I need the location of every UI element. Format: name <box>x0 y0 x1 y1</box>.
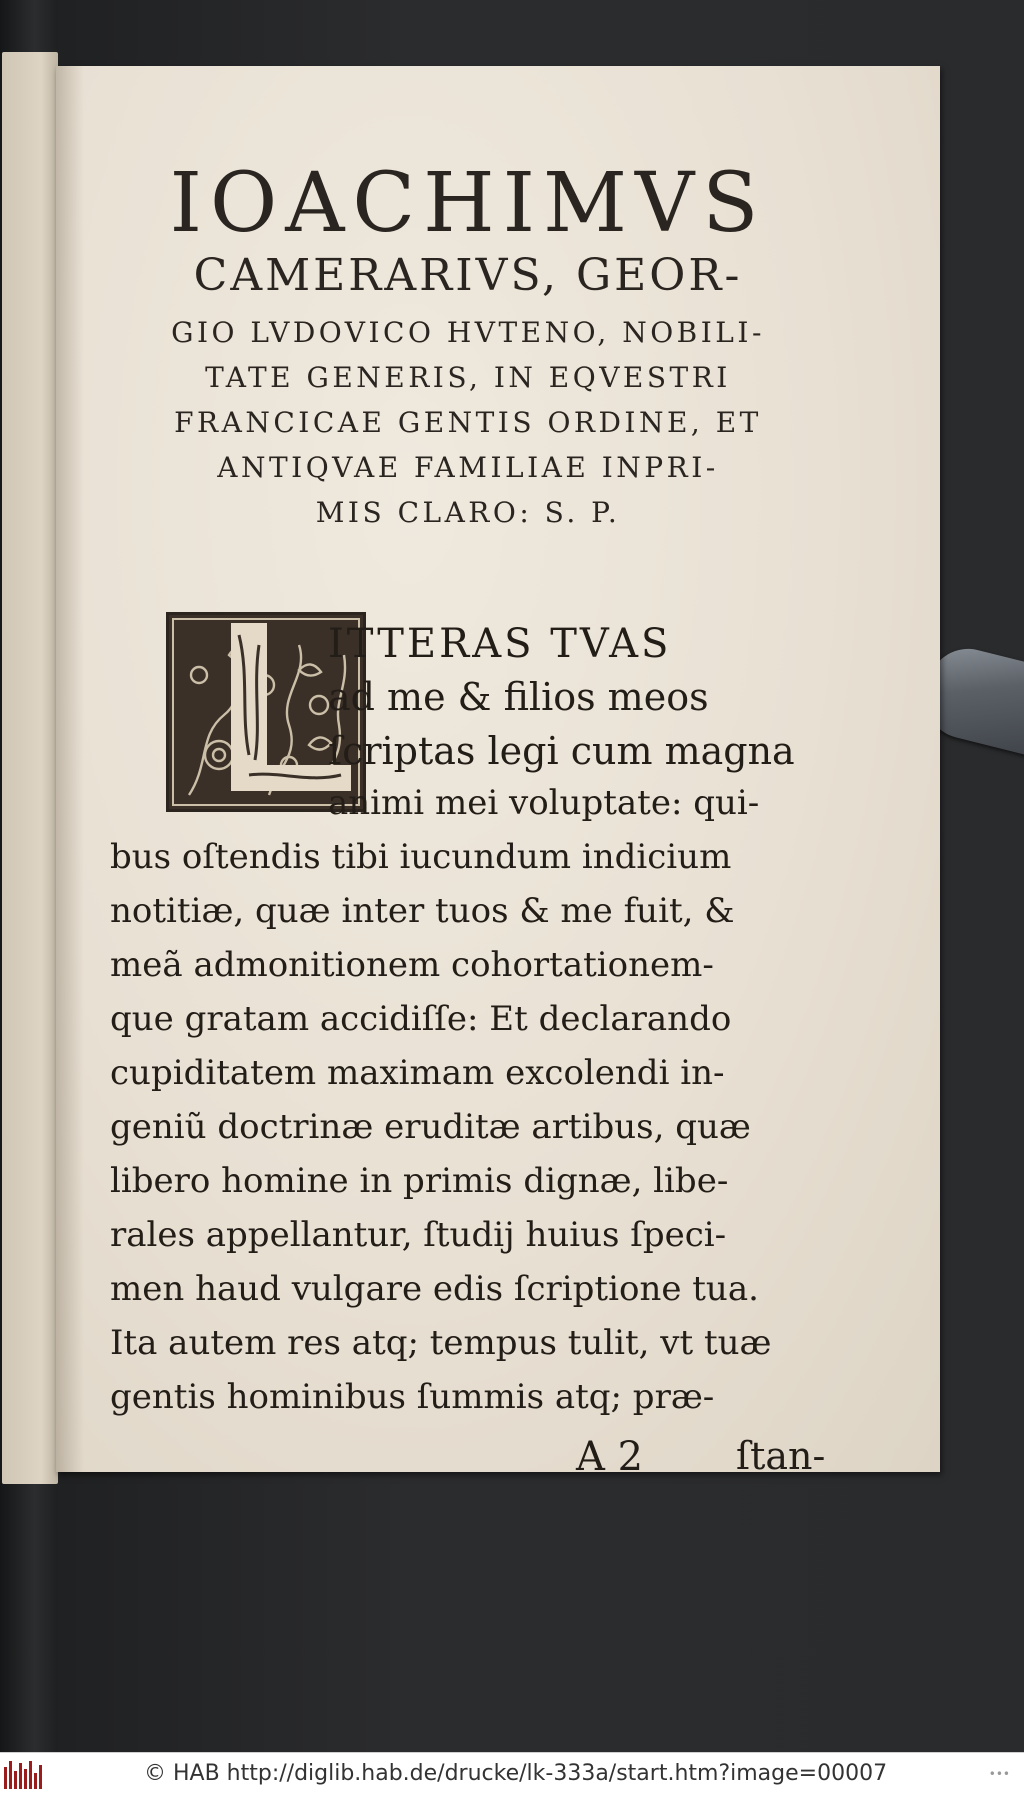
catchword: ſtan- <box>736 1434 826 1478</box>
title-line-2: CAMERARIVS, GEOR- <box>193 250 743 301</box>
body-line-9: cupiditatem maximam excolendi in- <box>110 1053 725 1093</box>
body-line-4: animi mei voluptate: qui- <box>328 783 760 823</box>
title-line-6: ANTIQVAE FAMILIAE INPRI- <box>217 451 719 484</box>
body-line-1: ITTERAS TVAS <box>328 621 672 667</box>
title-line-7: MIS CLARO: S. P. <box>315 496 621 529</box>
title-line-1: IOACHIMVS <box>169 156 767 251</box>
title-line-5: FRANCICAE GENTIS ORDINE, ET <box>174 406 762 439</box>
title-line-4: TATE GENERIS, IN EQVESTRI <box>205 361 731 394</box>
body-line-13: men haud vulgare edis ſcriptione tua. <box>110 1269 759 1309</box>
hab-barcode-logo-icon <box>4 1759 48 1789</box>
book-page <box>56 66 940 1480</box>
title-line-3: GIO LVDOVICO HVTENO, NOBILI- <box>171 316 765 349</box>
body-line-5: bus oſtendis tibi iucundum indicium <box>110 837 732 877</box>
body-line-15: gentis hominibus ſummis atq; præ- <box>110 1377 715 1417</box>
body-line-3: ſcriptas legi cum magna <box>328 729 795 773</box>
signature-mark: A 2 <box>576 1434 644 1480</box>
footer-bar <box>0 1752 1024 1794</box>
more-options-icon[interactable]: ••• <box>988 1766 1010 1781</box>
body-line-14: Ita autem res atq; tempus tulit, vt tuæ <box>110 1323 772 1363</box>
footer-copyright-url[interactable]: © HAB http://diglib.hab.de/drucke/lk-333a/start.htm?image=00007 <box>144 1761 888 1786</box>
body-line-11: libero homine in primis dignæ, libe- <box>110 1161 729 1201</box>
body-line-10: geniũ doctrinæ eruditæ artibus, quæ <box>110 1107 751 1147</box>
body-line-12: rales appellantur, ſtudij huius ſpeci- <box>110 1215 727 1255</box>
previous-page-edge <box>2 52 58 1484</box>
body-line-8: que gratam accidiſſe: Et declarando <box>110 999 732 1039</box>
body-line-6: notitiæ, quæ inter tuos & me fuit, & <box>110 891 735 931</box>
body-line-2: ad me & filios meos <box>328 675 709 719</box>
body-line-7: meã admonitionem cohortationem- <box>110 945 714 985</box>
